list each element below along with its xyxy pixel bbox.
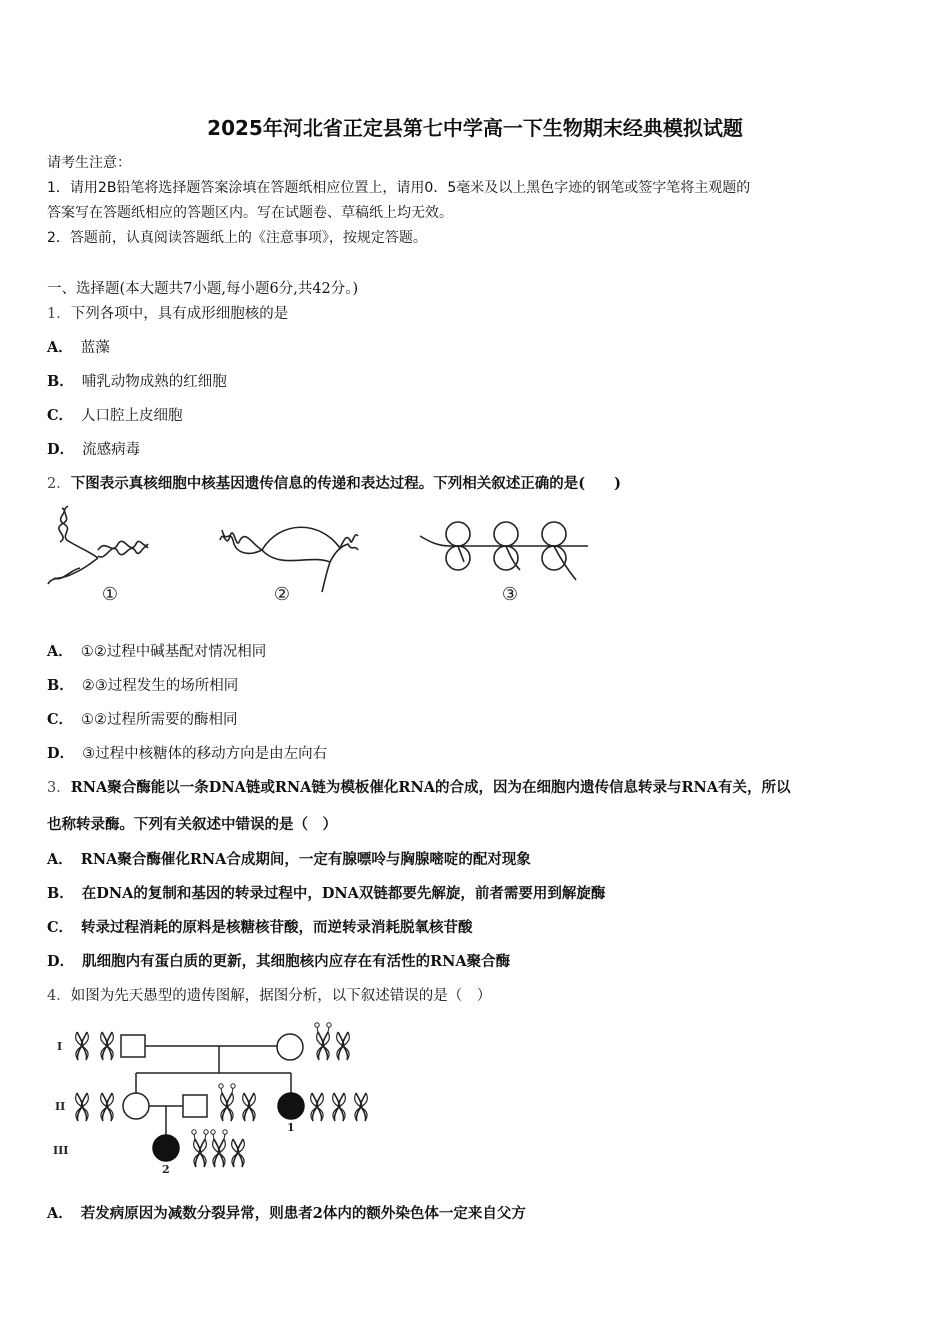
option-label: C． bbox=[47, 919, 74, 936]
option-text: 人口腔上皮细胞 bbox=[81, 408, 183, 424]
option-label: D． bbox=[47, 441, 75, 458]
notice-heading: 请考生注意： bbox=[47, 155, 131, 171]
option-label: A． bbox=[47, 643, 73, 660]
option-label: D． bbox=[47, 953, 75, 970]
question-3-stem bbox=[47, 776, 791, 797]
notice-item: 1．请用2B铅笔将选择题答案涂填在答题纸相应位置上，请用0．5毫米及以上黑色字迹的钢笔或签字笔将主观题的 bbox=[47, 180, 751, 196]
figure-label-1: ① bbox=[101, 584, 119, 605]
option-text: ②③过程发生的场所相同 bbox=[81, 678, 239, 694]
question-3-stem-cont: 也称转录酶。下列有关叙述中错误的是（ ） bbox=[47, 816, 337, 833]
option-1c bbox=[47, 404, 183, 425]
generation-label-1: I bbox=[57, 1040, 63, 1053]
figure-label-2: ② bbox=[273, 584, 291, 605]
question-number: 4． bbox=[47, 988, 71, 1004]
option-label: B． bbox=[47, 677, 74, 694]
notice-item: 答案写在答题纸相应的答题区内。写在试题卷、草稿纸上均无效。 bbox=[47, 205, 453, 221]
generation-label-2: II bbox=[55, 1100, 66, 1113]
option-text: ③过程中核糖体的移动方向是由左向右 bbox=[82, 746, 328, 762]
option-label: C． bbox=[47, 711, 74, 728]
option-2c bbox=[47, 708, 238, 729]
figure-label-3: ③ bbox=[501, 584, 519, 605]
notice-item: 2．答题前，认真阅读答题纸上的《注意事项》，按规定答题。 bbox=[47, 230, 427, 246]
patient-label-1: 1 bbox=[287, 1121, 295, 1134]
option-text: 哺乳动物成熟的红细胞 bbox=[81, 374, 227, 390]
question-text: RNA聚合酶能以一条DNA链或RNA链为模板催化RNA的合成，因为在细胞内遗传信息转录与RNA有关，所以 bbox=[70, 779, 791, 796]
option-1d bbox=[47, 438, 140, 459]
option-label: B． bbox=[47, 885, 74, 902]
option-text: RNA聚合酶催化RNA合成期间，一定有腺嘌呤与胸腺嘧啶的配对现象 bbox=[80, 851, 531, 868]
patient-label-2: 2 bbox=[162, 1163, 170, 1176]
option-label: C． bbox=[47, 407, 74, 424]
pedigree-figure bbox=[45, 1012, 385, 1182]
option-text: ①②过程所需要的酶相同 bbox=[81, 712, 238, 728]
question-number: 1． bbox=[47, 306, 71, 322]
section-heading: 一、选择题(本大题共7小题,每小题6分,共42分。) bbox=[47, 281, 359, 297]
option-label: A． bbox=[47, 851, 73, 868]
option-4a bbox=[47, 1202, 526, 1223]
option-text: 蓝藻 bbox=[80, 340, 110, 356]
question-2-stem bbox=[47, 472, 621, 493]
option-1b bbox=[47, 370, 227, 391]
option-text: 肌细胞内有蛋白质的更新，其细胞核内应存在有活性的RNA聚合酶 bbox=[82, 953, 511, 970]
option-label: A． bbox=[47, 1205, 73, 1222]
question-number: 3． bbox=[47, 780, 71, 796]
question-text: 下图表示真核细胞中核基因遗传信息的传递和表达过程。下列相关叙述正确的是( ) bbox=[70, 475, 621, 492]
option-label: A． bbox=[47, 339, 73, 356]
dna-process-figure bbox=[40, 500, 600, 610]
question-4-stem bbox=[47, 984, 491, 1005]
question-1-stem bbox=[47, 302, 288, 323]
question-text: 如图为先天愚型的遗传图解，据图分析，以下叙述错误的是（ ） bbox=[70, 988, 492, 1004]
option-text: 在DNA的复制和基因的转录过程中，DNA双链都要先解旋，前者需要用到解旋酶 bbox=[81, 885, 606, 902]
option-text: 转录过程消耗的原料是核糖核苷酸，而逆转录消耗脱氧核苷酸 bbox=[81, 919, 473, 936]
option-2d bbox=[47, 742, 327, 763]
option-text: 流感病毒 bbox=[82, 442, 141, 458]
question-number: 2． bbox=[47, 476, 71, 492]
option-3a bbox=[47, 848, 531, 869]
option-label: D． bbox=[47, 745, 75, 762]
generation-label-3: III bbox=[53, 1144, 69, 1157]
option-label: B． bbox=[47, 373, 74, 390]
option-3b bbox=[47, 882, 605, 903]
option-3c bbox=[47, 916, 473, 937]
option-text: 若发病原因为减数分裂异常，则患者2体内的额外染色体一定来自父方 bbox=[80, 1205, 526, 1222]
option-2a bbox=[47, 640, 266, 661]
option-3d bbox=[47, 950, 510, 971]
option-text: ①②过程中碱基配对情况相同 bbox=[80, 644, 267, 660]
option-1a bbox=[47, 336, 110, 357]
page-title: 2025年河北省正定县第七中学高一下生物期末经典模拟试题 bbox=[207, 116, 743, 140]
question-text: 下列各项中，具有成形细胞核的是 bbox=[70, 306, 289, 322]
option-2b bbox=[47, 674, 238, 695]
